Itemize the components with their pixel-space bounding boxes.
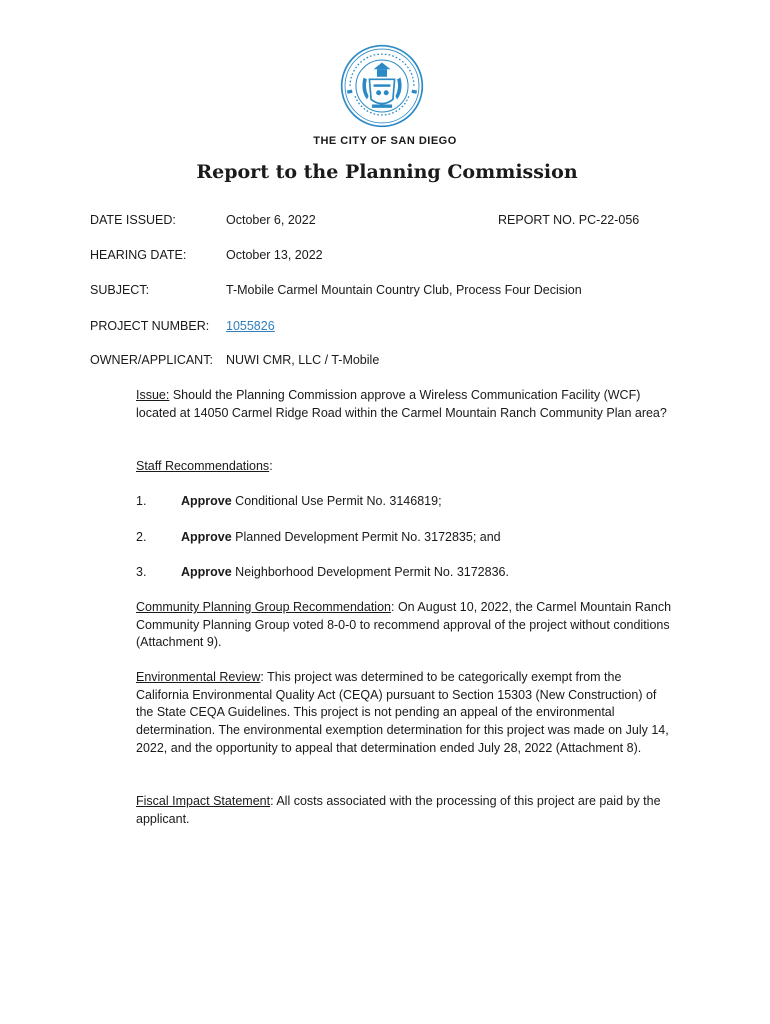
heading-colon: : [269,459,273,473]
fiscal-heading: Fiscal Impact Statement [136,794,271,808]
environmental-paragraph [136,669,676,758]
date-issued-value: October 6, 2022 [226,213,316,227]
issue-text: Should the Planning Commission approve a Wireless Communication Facility (WCF) located at 14050 Carmel Ridge Road within the Carmel Mountain Ranch Community Plan area? [136,388,667,420]
report-number: REPORT NO. PC-22-056 [498,213,640,227]
owner-value: NUWI CMR, LLC / T-Mobile [226,353,380,367]
report-title: Report to the Planning Commission [196,161,578,183]
city-seal-icon [340,44,424,128]
recommendation-1-verb: Approve [181,494,232,508]
project-number-link[interactable]: 1055826 [226,319,275,333]
fiscal-paragraph [136,793,676,828]
project-number-label: PROJECT NUMBER: [90,319,210,333]
community-heading: Community Planning Group Recommendation [136,600,391,614]
recommendation-2-verb: Approve [181,530,232,544]
recommendation-3-verb: Approve [181,565,232,579]
hearing-date-label: HEARING DATE: [90,248,187,262]
staff-recommendations-heading: Staff Recommendations [136,459,270,473]
city-name: THE CITY OF SAN DIEGO [313,135,457,147]
recommendation-3-number: 3. [136,565,147,579]
fiscal-text: : All costs associated with the processing of this project are paid by the applicant. [136,794,661,826]
subject-label: SUBJECT: [90,283,150,297]
recommendation-1 [181,493,442,509]
recommendation-3 [181,564,509,580]
recommendation-2-text: Planned Development Permit No. 3172835; and [231,530,501,544]
subject-value: T-Mobile Carmel Mountain Country Club, Process Four Decision [226,283,582,297]
owner-label: OWNER/APPLICANT: [90,353,213,367]
recommendation-3-text: Neighborhood Development Permit No. 3172836. [231,565,509,579]
environmental-heading: Environmental Review [136,670,261,684]
issue-paragraph [136,387,676,422]
recommendation-1-number: 1. [136,494,147,508]
environmental-text: : This project was determined to be categorically exempt from the California Environmental Quality Act (CEQA) pursuant to Section 15303 (New Construction) of the State CEQA Guidelines. This project is not pending an appeal of the environmental determination. The environmental exemption determination for this project was made on July 14, 2022, and the opportunity to appeal that determination ended July 28, 2022 (Attachment 8). [136,670,669,755]
community-text: : On August 10, 2022, the Carmel Mountain Ranch Community Planning Group voted 8-0-0 to recommend approval of the project without conditions (Attachment 9). [136,600,672,650]
issue-heading: Issue: [136,388,170,402]
staff-recommendations-heading-line [136,458,676,476]
recommendation-2-number: 2. [136,530,147,544]
hearing-date-value: October 13, 2022 [226,248,323,262]
date-issued-label: DATE ISSUED: [90,213,176,227]
recommendation-1-text: Conditional Use Permit No. 3146819; [231,494,442,508]
community-paragraph [136,599,676,652]
recommendation-2 [181,529,501,545]
